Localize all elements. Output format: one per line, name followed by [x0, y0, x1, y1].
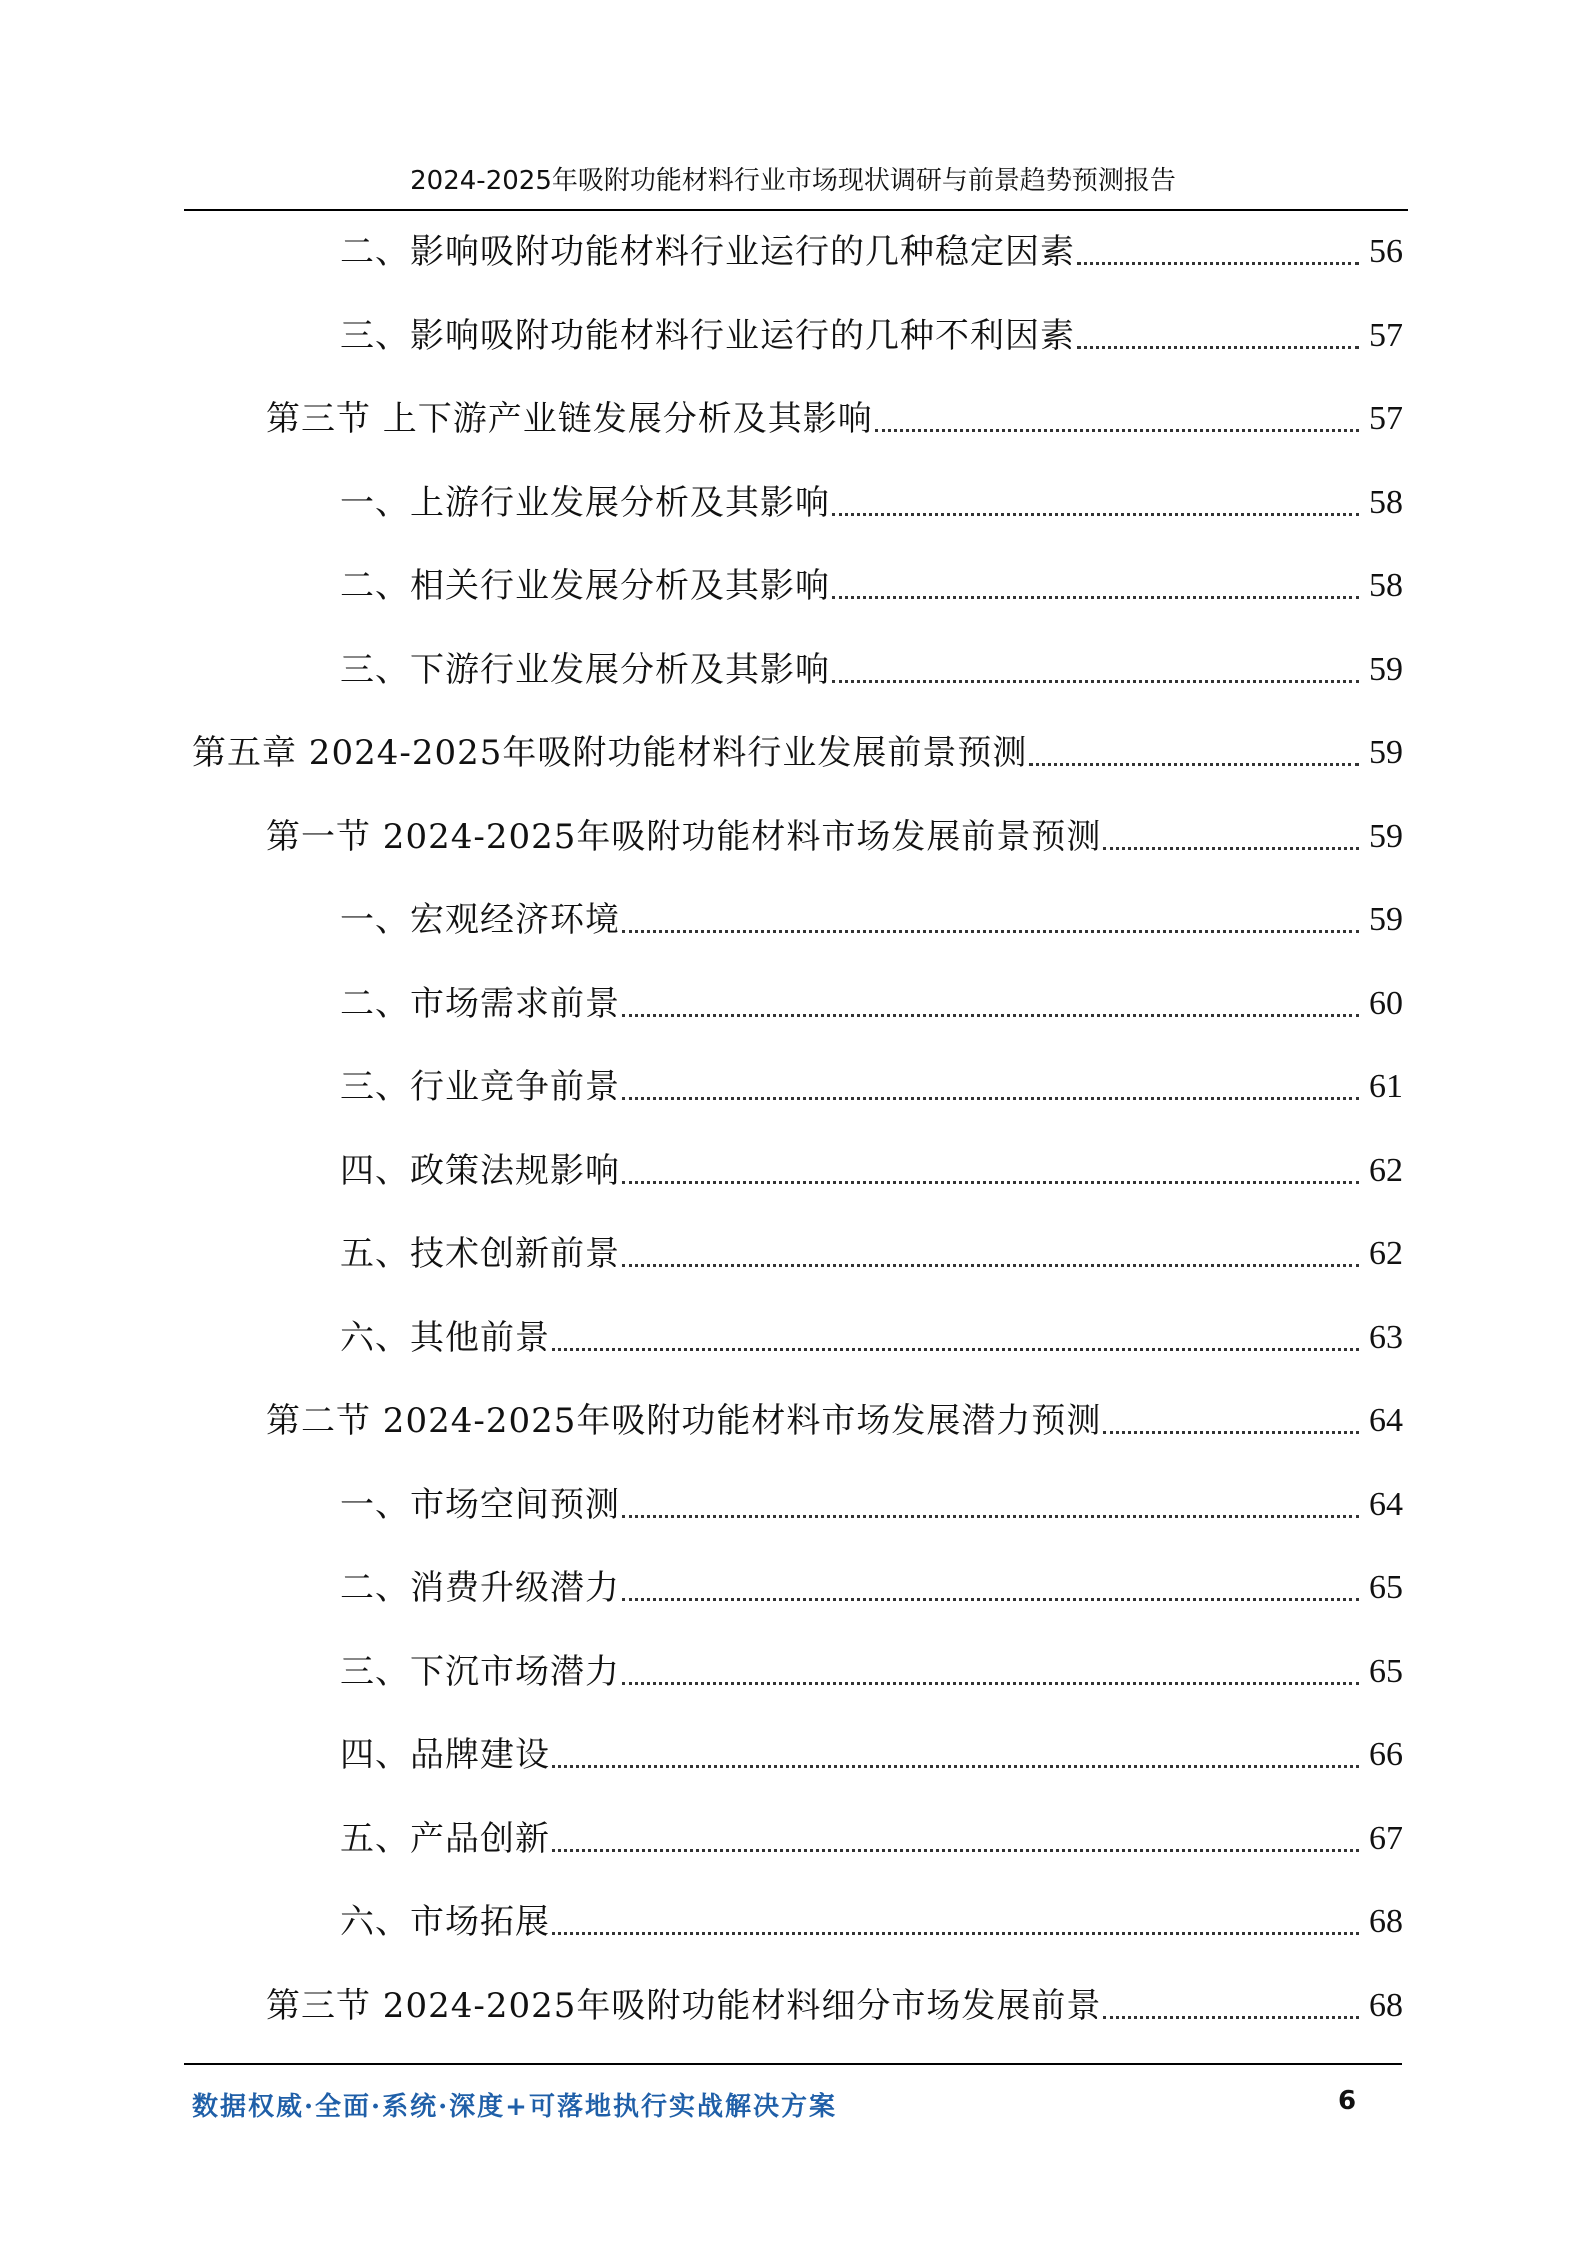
toc-entry-item[interactable] — [340, 1809, 1403, 1869]
toc-entry-item[interactable] — [340, 890, 1403, 950]
dot-leader — [832, 512, 1359, 516]
toc-entry-item[interactable] — [340, 306, 1403, 366]
toc-entry-page: 58 — [1369, 483, 1403, 521]
toc-entry-page: 62 — [1369, 1151, 1403, 1189]
footer-slogan: 数据权威·全面·系统·深度+可落地执行实战解决方案 — [192, 2092, 837, 2122]
toc-entry-page: 64 — [1369, 1485, 1403, 1523]
toc-entry-item[interactable] — [340, 1642, 1403, 1702]
toc-entry-label: 第五章 2024-2025年吸附功能材料行业发展前景预测 — [192, 733, 1028, 773]
toc-entry-label: 三、下游行业发展分析及其影响 — [340, 649, 830, 690]
toc-entry-page: 66 — [1369, 1736, 1403, 1773]
dot-leader — [622, 1263, 1359, 1267]
toc-entry-item[interactable] — [340, 222, 1403, 282]
toc-entry-label: 第一节 2024-2025年吸附功能材料市场发展前景预测 — [266, 816, 1102, 857]
toc-entry-page: 59 — [1369, 734, 1403, 771]
dot-leader — [622, 1180, 1359, 1184]
footer-divider — [184, 2063, 1402, 2065]
toc-entry-page: 56 — [1369, 233, 1403, 270]
toc-entry-page: 68 — [1369, 1903, 1403, 1940]
toc-entry-label: 二、消费升级潜力 — [340, 1568, 620, 1608]
dot-leader — [552, 1347, 1359, 1351]
toc-entry-item[interactable] — [340, 1308, 1403, 1368]
dot-leader — [552, 1931, 1359, 1935]
dot-leader — [1077, 345, 1359, 349]
toc-entry-page: 58 — [1369, 567, 1403, 604]
toc-entry-label: 四、品牌建设 — [340, 1735, 550, 1775]
toc-entry-page: 60 — [1369, 984, 1403, 1022]
toc-entry-page: 61 — [1369, 1068, 1403, 1105]
toc-entry-page: 62 — [1369, 1235, 1403, 1272]
toc-entry-label: 六、其他前景 — [340, 1317, 550, 1358]
toc-entry-page: 68 — [1369, 1986, 1403, 2024]
toc-entry-page: 67 — [1369, 1819, 1403, 1857]
dot-leader — [622, 1681, 1359, 1685]
toc-entry-item[interactable] — [340, 1057, 1403, 1117]
page-number: 6 — [1338, 2086, 1357, 2116]
dot-leader — [875, 428, 1359, 432]
toc-entry-item[interactable] — [340, 556, 1403, 616]
dot-leader — [1103, 1430, 1359, 1434]
toc-entry-page: 57 — [1369, 316, 1403, 354]
dot-leader — [832, 679, 1359, 683]
dot-leader — [622, 1096, 1359, 1100]
toc-entry-item[interactable] — [340, 1558, 1403, 1618]
toc-entry-item[interactable] — [340, 1725, 1403, 1785]
dot-leader — [552, 1764, 1359, 1768]
toc-entry-label: 一、宏观经济环境 — [340, 900, 620, 940]
toc-entry-item[interactable] — [340, 1892, 1403, 1952]
toc-entry-section[interactable] — [266, 389, 1403, 449]
dot-leader — [622, 929, 1359, 933]
toc-entry-label: 五、技术创新前景 — [340, 1234, 620, 1274]
toc-entry-label: 第二节 2024-2025年吸附功能材料市场发展潜力预测 — [266, 1401, 1102, 1441]
toc-entry-chapter[interactable] — [192, 723, 1403, 783]
toc-entry-label: 五、产品创新 — [340, 1818, 550, 1859]
toc-entry-page: 65 — [1369, 1569, 1403, 1606]
toc-entry-item[interactable] — [340, 1141, 1403, 1201]
toc-entry-label: 三、影响吸附功能材料行业运行的几种不利因素 — [340, 315, 1075, 356]
toc-entry-page: 64 — [1369, 1402, 1403, 1439]
dot-leader — [1029, 762, 1359, 766]
toc-entry-label: 六、市场拓展 — [340, 1902, 550, 1942]
dot-leader — [1077, 261, 1359, 265]
toc-entry-page: 59 — [1369, 901, 1403, 938]
toc-entry-page: 65 — [1369, 1652, 1403, 1690]
toc-entry-label: 三、行业竞争前景 — [340, 1067, 620, 1107]
toc-entry-label: 第三节 2024-2025年吸附功能材料细分市场发展前景 — [266, 1985, 1102, 2026]
toc-entry-item[interactable] — [340, 1224, 1403, 1284]
dot-leader — [622, 1514, 1359, 1518]
toc-entry-label: 三、下沉市场潜力 — [340, 1651, 620, 1692]
toc-entry-item[interactable] — [340, 640, 1403, 700]
dot-leader — [552, 1848, 1359, 1852]
toc-entry-label: 二、市场需求前景 — [340, 983, 620, 1024]
toc-entry-page: 59 — [1369, 817, 1403, 855]
toc-entry-page: 57 — [1369, 400, 1403, 437]
toc-entry-label: 一、市场空间预测 — [340, 1484, 620, 1525]
toc-entry-item[interactable] — [340, 473, 1403, 533]
toc-entry-section[interactable] — [266, 1391, 1403, 1451]
toc-entry-label: 二、相关行业发展分析及其影响 — [340, 566, 830, 606]
toc-entry-section[interactable] — [266, 807, 1403, 867]
toc-entry-item[interactable] — [340, 1475, 1403, 1535]
dot-leader — [622, 1597, 1359, 1601]
toc-entry-label: 一、上游行业发展分析及其影响 — [340, 482, 830, 523]
toc-entry-page: 63 — [1369, 1318, 1403, 1356]
page-header-title: 2024-2025年吸附功能材料行业市场现状调研与前景趋势预测报告 — [410, 166, 1176, 196]
dot-leader — [1103, 2015, 1359, 2019]
toc-entry-page: 59 — [1369, 650, 1403, 688]
dot-leader — [622, 1013, 1359, 1017]
toc-entry-item[interactable] — [340, 974, 1403, 1034]
toc-entry-label: 二、影响吸附功能材料行业运行的几种稳定因素 — [340, 232, 1075, 272]
toc-entry-section[interactable] — [266, 1976, 1403, 2036]
toc-entry-label: 四、政策法规影响 — [340, 1150, 620, 1191]
dot-leader — [832, 595, 1359, 599]
toc-entry-label: 第三节 上下游产业链发展分析及其影响 — [266, 399, 873, 439]
dot-leader — [1103, 846, 1359, 850]
header-divider — [184, 209, 1408, 211]
